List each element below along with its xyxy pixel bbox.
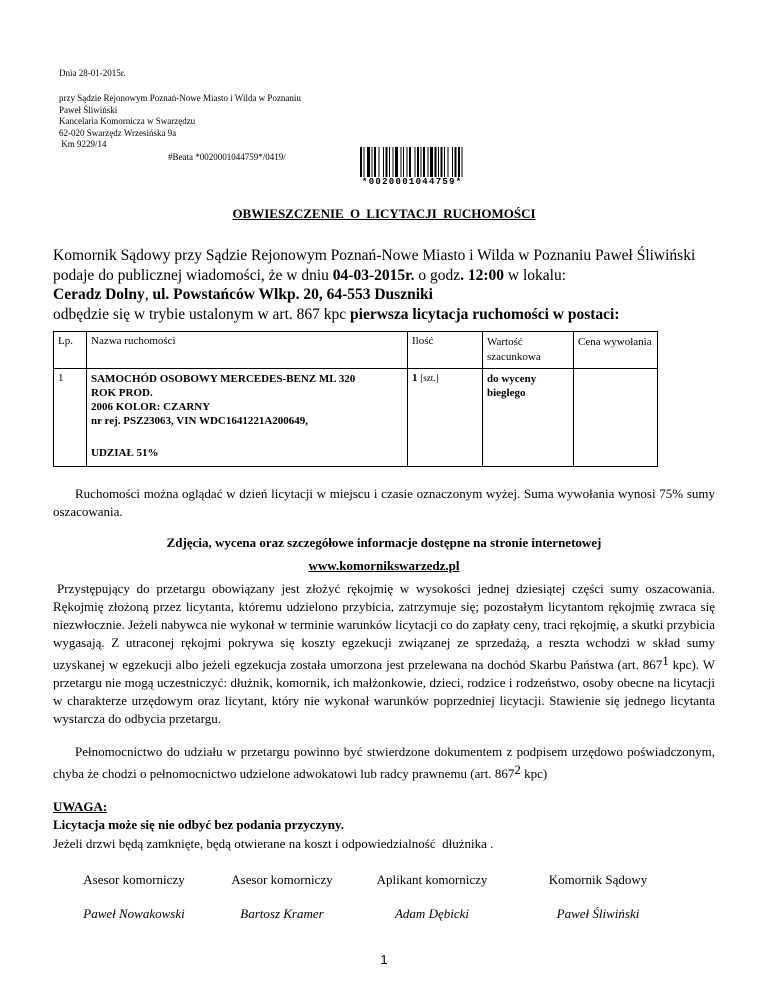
- proxy-text-cont: kpc): [520, 766, 548, 781]
- cell-item-name: [87, 369, 408, 467]
- intro-line: [53, 305, 715, 325]
- deposit-paragraph: [53, 580, 715, 728]
- col-header-name: Nazwa ruchomości: [87, 332, 408, 369]
- intro-text: w lokalu:: [504, 266, 567, 284]
- qty-value: 1: [412, 372, 418, 384]
- proxy-text: Pełnomocnictwo do udziału w przetargu powinno być stwierdzone dokumentem z podpisem urzędowo poświadczonym, chyba że chodzi o pełnomocnictwo udzielone adwokatowi lub radcy prawnemu (art. 867: [53, 744, 715, 781]
- table-row: [54, 369, 658, 467]
- intro-text: o godz: [414, 266, 461, 284]
- footnote-sup: 2: [514, 762, 521, 777]
- cell-value: do wyceny biegłego: [483, 369, 574, 467]
- col-header-price: Cena wywołania: [574, 332, 658, 369]
- place-sep: ,: [144, 286, 153, 303]
- items-table: [53, 331, 658, 467]
- warning-text: Licytacja może się nie odbyć bez podania przyczyny.: [53, 817, 345, 832]
- item-line: SAMOCHÓD OSOBOWY MERCEDES-BENZ ML 320: [91, 373, 356, 385]
- auction-date: 04-03-2015r.: [332, 266, 415, 284]
- address-line: Kancelaria Komornicza w Swarzędzu: [59, 116, 196, 126]
- barcode-image: [360, 147, 498, 177]
- office-address: [59, 93, 301, 151]
- place-name: Ceradz Dolny: [53, 286, 145, 303]
- intro-line: [53, 266, 715, 286]
- website-link[interactable]: www.komornikswarzedz.pl: [308, 558, 460, 573]
- signature-name: Paweł Nowakowski: [83, 906, 185, 921]
- signature-block: [202, 872, 362, 922]
- barcode-number: *0020001044759*: [362, 177, 463, 187]
- auction-place: [53, 285, 715, 305]
- intro-text: .: [460, 266, 468, 284]
- viewing-info-paragraph: Ruchomości można oglądać w dzień licytacji w miejscu i czasie oznaczonym wyżej. Suma wywołania wynosi 75% sumy oszacowania.: [53, 486, 715, 519]
- intro-text: odbędzie się w trybie ustalonym w art. 867 kpc: [53, 305, 351, 323]
- col-header-lp: Lp.: [54, 332, 87, 369]
- place-address: ul. Powstańców Wlkp. 20, 64-553 Duszniki: [152, 286, 433, 303]
- address-line: przy Sądzie Rejonowym Poznań-Nowe Miasto i Wilda w Poznaniu: [59, 93, 301, 103]
- signature-name: Paweł Śliwiński: [556, 906, 640, 921]
- signature-role: Aplikant komorniczy: [376, 872, 488, 887]
- proxy-paragraph: [53, 743, 715, 783]
- warning-block: [53, 798, 344, 834]
- signature-role: Komornik Sądowy: [548, 872, 648, 887]
- intro-line: Komornik Sądowy przy Sądzie Rejonowym Poznań-Nowe Miasto i Wilda w Poznaniu Paweł Śliwiński: [53, 247, 696, 264]
- cell-price: [574, 369, 658, 467]
- signature-name: Adam Dębicki: [394, 906, 469, 921]
- page-number: 1: [380, 952, 388, 967]
- item-line: ROK PROD.: [91, 387, 153, 399]
- info-notice: Zdjęcia, wycena oraz szczegółowe informacje dostępne na stronie internetowej: [166, 535, 602, 550]
- case-number: Km 9229/14: [59, 139, 107, 149]
- reference-code: #Beata *0020001044759*/0419/: [168, 152, 286, 162]
- table-header-row: [54, 332, 658, 369]
- qty-unit: [szt.]: [420, 373, 439, 383]
- intro-text: podaje do publicznej wiadomości, że w dniu: [53, 266, 333, 284]
- deposit-text: Przystępujący do przetargu obowiązany jest złożyć rękojmię w wysokości jednej dziesiątej części sumy oszacowania. Rękojmię złożoną przez licytanta, któremu udzielono przybicia, zatrzymuje się; pozostałym licytantom rękojmię zwraca się niezwłocznie. Jeżeli nabywca nie wykonał w terminie warunków licytacji co do zapłaty ceny, traci rękojmię, a skutki przybicia wygasają. Z utraconej rękojmi pokrywa się koszty egzekucji związanej ze sprzedażą, a reszta wchodzi w skład sumy uzyskanej w egzekucji albo jeżeli egzekucja została umorzona jest przelewana na dochód Skarbu Państwa (art. 867: [53, 581, 715, 672]
- col-header-value: Wartość szacunkowa: [483, 332, 574, 369]
- document-title: OBWIESZCZENIE O LICYTACJI RUCHOMOŚCI: [232, 206, 536, 221]
- address-line: Paweł Śliwiński: [59, 104, 118, 115]
- signature-block: [518, 872, 678, 922]
- document-date: Dnia 28-01-2015r.: [59, 68, 126, 78]
- footnote-sup: 1: [662, 653, 669, 668]
- cell-lp: 1: [54, 369, 87, 467]
- col-header-qty: Ilość: [408, 332, 483, 369]
- intro-emphasis: pierwsza licytacja ruchomości w postaci:: [350, 305, 620, 323]
- item-line: 2006 KOLOR: CZARNY: [91, 401, 211, 413]
- auction-time: 12:00: [467, 266, 505, 284]
- intro-paragraph: [53, 246, 715, 324]
- cell-qty: [408, 369, 483, 467]
- item-share: UDZIAŁ 51%: [91, 447, 159, 459]
- signature-role: Asesor komorniczy: [83, 872, 185, 887]
- signature-block: [54, 872, 214, 922]
- deposit-text-cont: kpc). W przetargu nie mogą uczestniczyć: dłużnik, komornik, ich małżonkowie, dzieci, rodzice i rodzeństwo, osoby obecne na licytacji w charakterze urzędowym oraz licytant, który nie wykonał warunków poprzedniej licytacji. Stawienie się jednego licytanta wystarcza do odbycia przetargu.: [53, 657, 715, 726]
- signature-name: Bartosz Kramer: [240, 906, 324, 921]
- signature-block: [352, 872, 512, 922]
- signature-role: Asesor komorniczy: [231, 872, 333, 887]
- address-line: 62-020 Swarzędz Wrzesińska 9a: [59, 127, 177, 138]
- warning-title: UWAGA:: [53, 799, 108, 814]
- door-note: Jeżeli drzwi będą zamknięte, będą otwierane na koszt i odpowiedzialność dłużnika .: [53, 836, 494, 851]
- item-line: nr rej. PSZ23063, VIN WDC1641221A200649,: [91, 415, 309, 427]
